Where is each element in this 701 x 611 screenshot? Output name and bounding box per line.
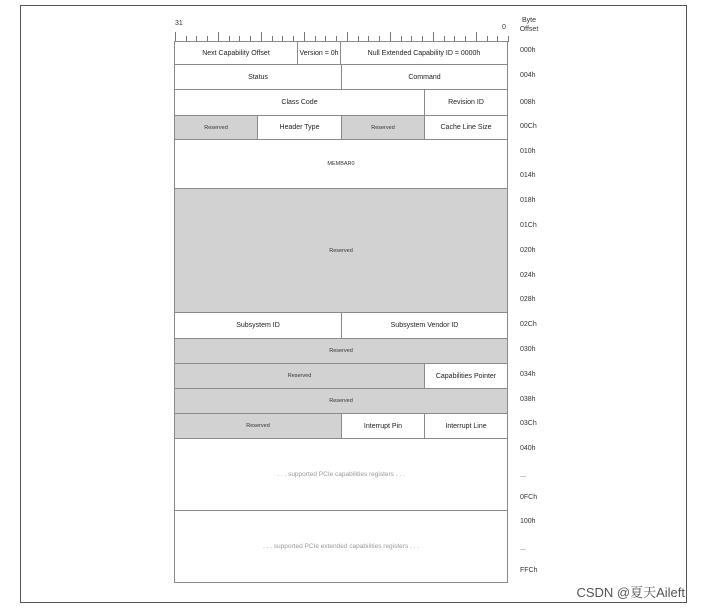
- byte-label: Byte: [521, 17, 536, 24]
- bit-31-label: 31: [175, 20, 183, 27]
- byte-offset-label: 000h: [520, 47, 536, 54]
- next-capability-offset-field: Next Capability Offset: [174, 41, 298, 65]
- byte-offset-label: 008h: [520, 99, 536, 106]
- reserved-field: Reserved: [174, 363, 425, 389]
- header-type-field: Header Type: [257, 115, 342, 140]
- reserved-field: Reserved: [341, 115, 425, 140]
- byte-offset-label: ...: [520, 472, 526, 479]
- byte-offset-label: 040h: [520, 445, 536, 452]
- byte-offset-label: 02Ch: [520, 321, 537, 328]
- pcie-extended-capabilities-region: . . . supported PCIe extended capabilities registers . . .: [174, 510, 508, 583]
- byte-offset-label: 014h: [520, 172, 536, 179]
- byte-offset-label: 03Ch: [520, 420, 537, 427]
- byte-offset-label: 018h: [520, 197, 536, 204]
- interrupt-line-field: Interrupt Line: [424, 413, 508, 439]
- offset-label: Offset: [519, 26, 539, 33]
- subsystem-vendor-id-field: Subsystem Vendor ID: [341, 312, 508, 339]
- byte-offset-label: 034h: [520, 371, 536, 378]
- cache-line-size-field: Cache Line Size: [424, 115, 508, 140]
- byte-offset-label: 004h: [520, 72, 536, 79]
- byte-offset-label: ...: [520, 545, 526, 552]
- reserved-field: Reserved: [174, 388, 508, 414]
- reserved-field: Reserved: [174, 338, 508, 364]
- subsystem-id-field: Subsystem ID: [174, 312, 342, 339]
- null-extended-capability-id-field: Null Extended Capability ID = 0000h: [340, 41, 508, 65]
- byte-offset-label: 100h: [520, 518, 536, 525]
- bit-0-label: 0: [502, 24, 506, 31]
- ruler-tick: [508, 36, 509, 42]
- byte-offset-label: 020h: [520, 247, 536, 254]
- revision-id-field: Revision ID: [424, 89, 508, 116]
- reserved-block: Reserved: [174, 188, 508, 313]
- version-field: Version = 0h: [297, 41, 341, 65]
- watermark: CSDN @夏天Aileft: [576, 582, 685, 601]
- byte-offset-label: 010h: [520, 148, 536, 155]
- byte-offset-label: FFCh: [520, 567, 538, 574]
- byte-offset-label: 00Ch: [520, 123, 537, 130]
- byte-offset-header: [516, 16, 542, 34]
- byte-offset-label: 038h: [520, 396, 536, 403]
- byte-offset-label: 030h: [520, 346, 536, 353]
- reserved-field: Reserved: [174, 115, 258, 140]
- interrupt-pin-field: Interrupt Pin: [341, 413, 425, 439]
- reserved-field: Reserved: [174, 413, 342, 439]
- command-field: Command: [341, 64, 508, 90]
- status-field: Status: [174, 64, 342, 90]
- byte-offset-label: 028h: [520, 296, 536, 303]
- byte-offset-label: 024h: [520, 272, 536, 279]
- class-code-field: Class Code: [174, 89, 425, 116]
- membar0-field: MEMBAR0: [174, 139, 508, 189]
- byte-offset-label: 0FCh: [520, 494, 538, 501]
- capabilities-pointer-field: Capabilities Pointer: [424, 363, 508, 389]
- pcie-capabilities-region: . . . supported PCIe capabilities registers . . .: [174, 438, 508, 511]
- byte-offset-label: 01Ch: [520, 222, 537, 229]
